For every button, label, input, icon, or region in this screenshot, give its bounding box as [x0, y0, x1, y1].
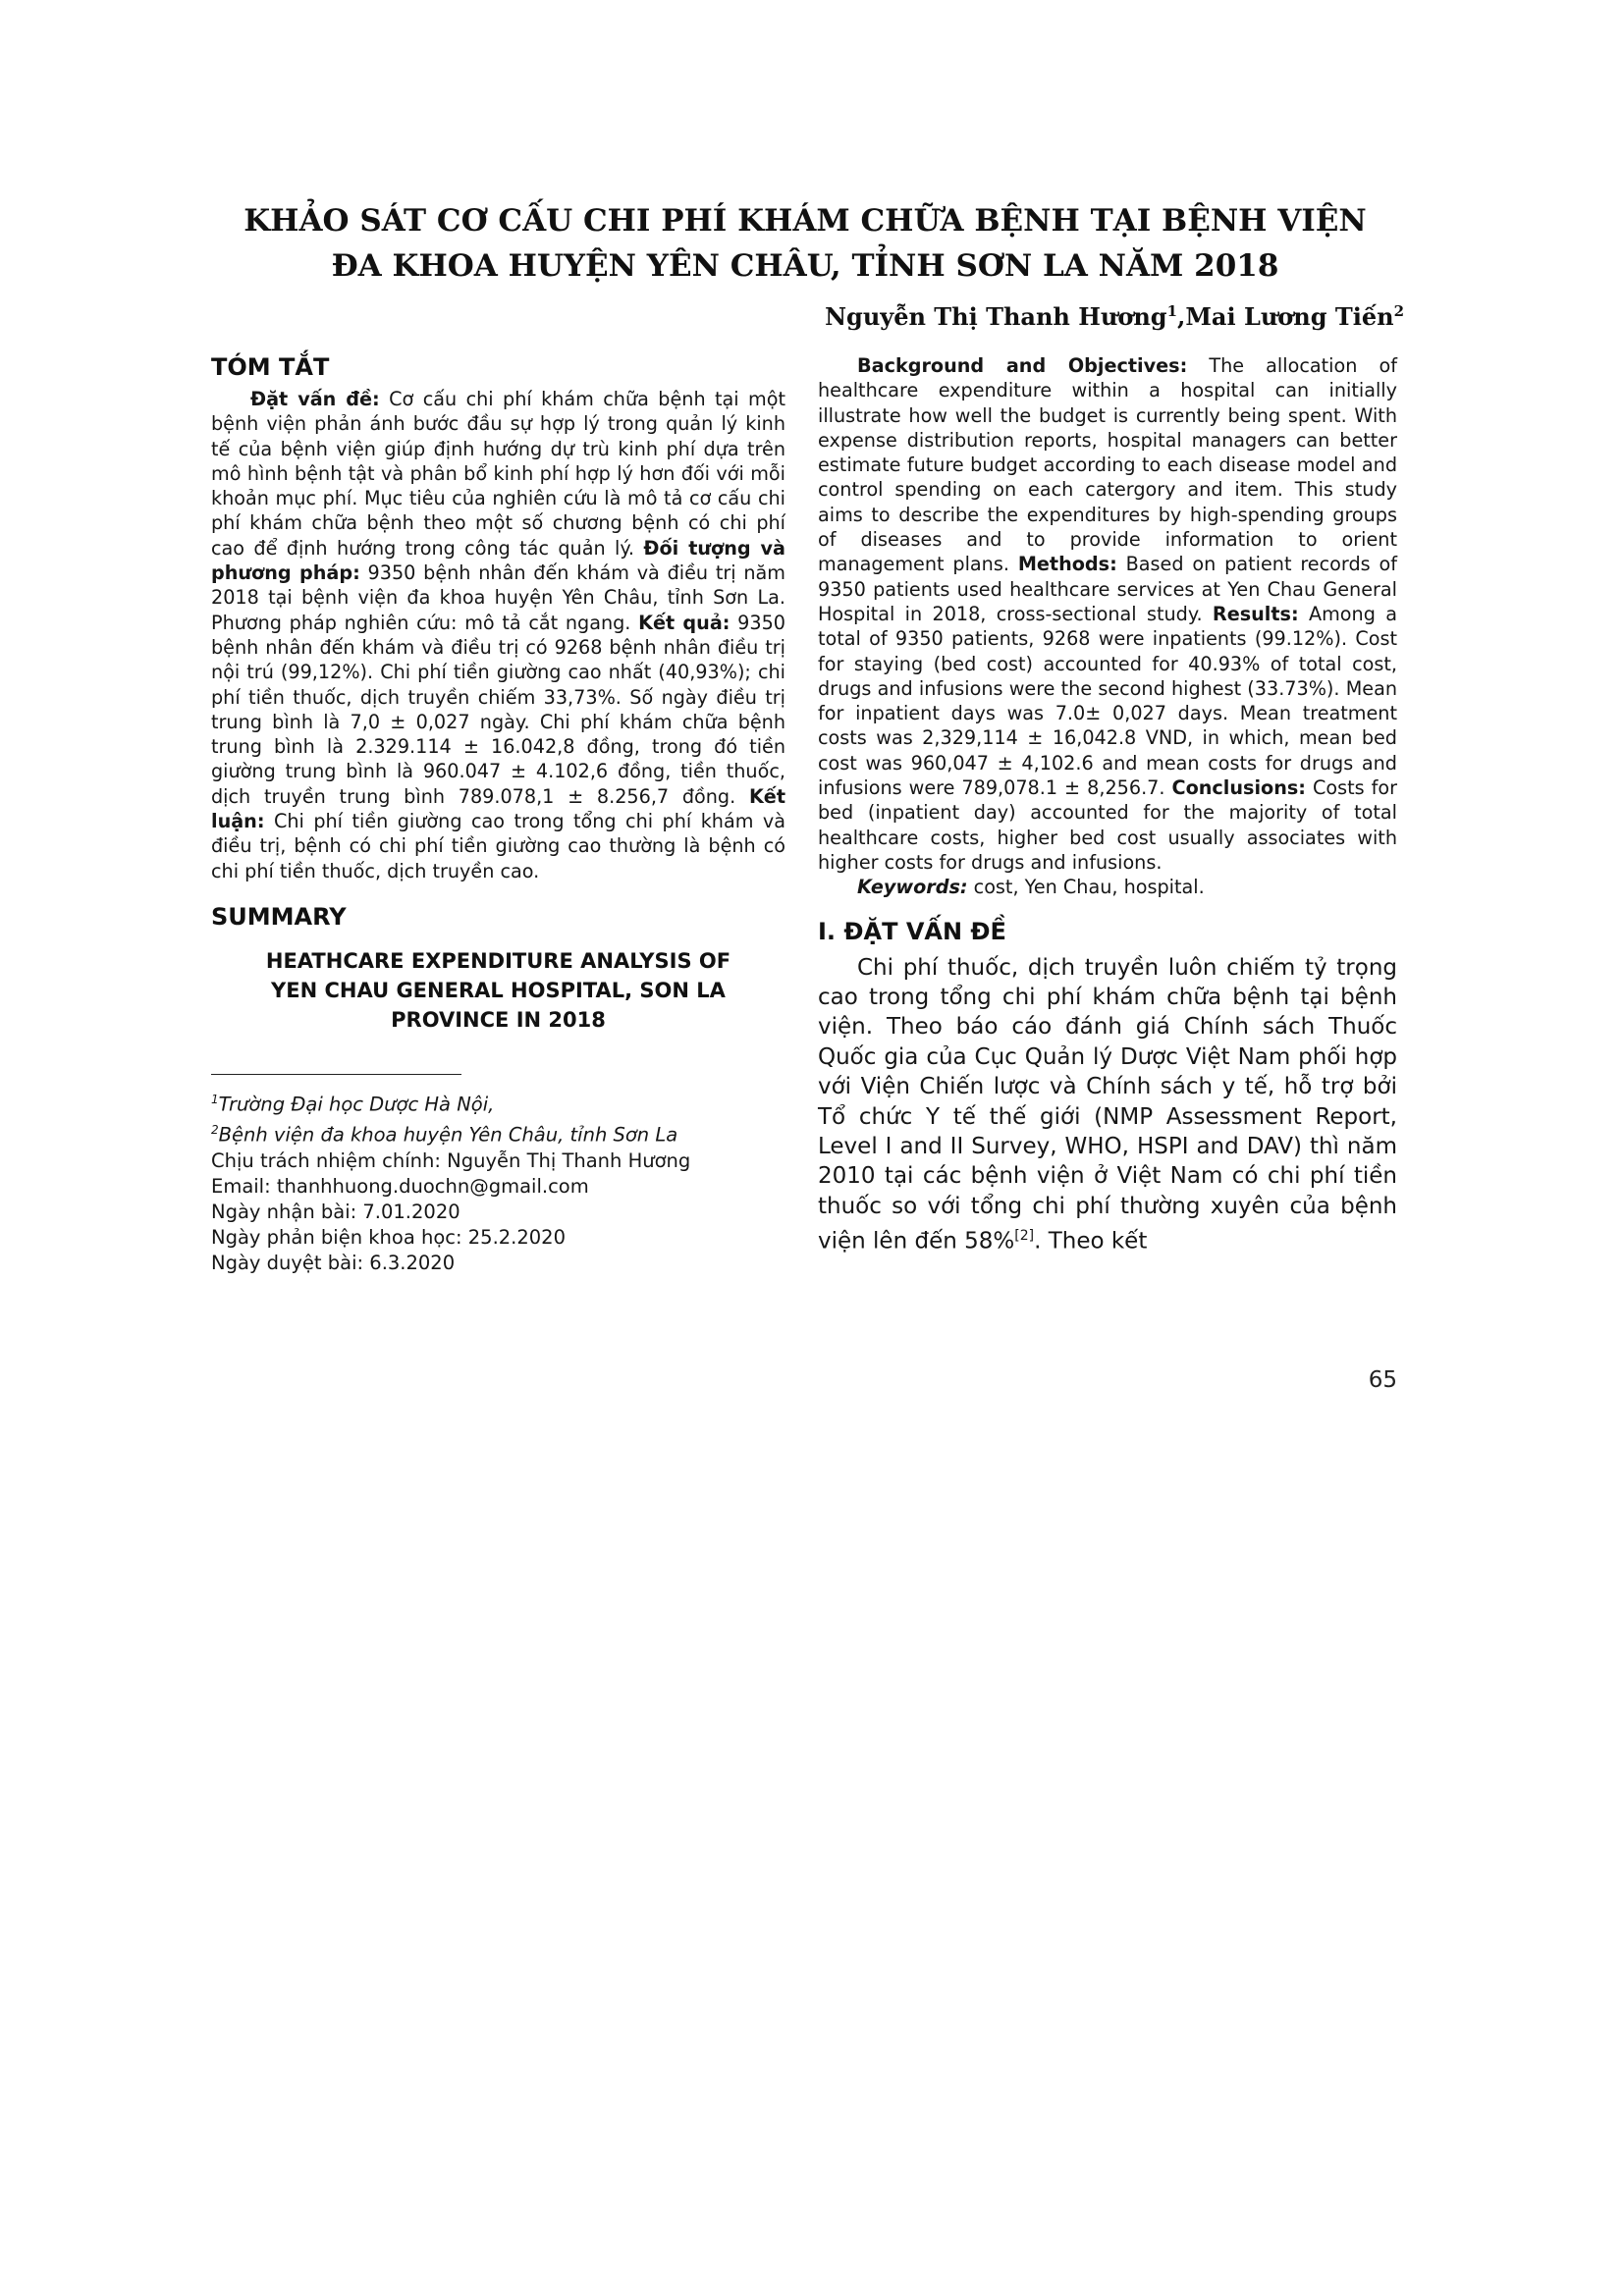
summary-heading: SUMMARY: [211, 902, 347, 931]
footnote-affiliation-1: [211, 1087, 785, 1118]
abstract-text-conclusions: Costs for bed (inpatient day) accounted for the majority of total healthcare costs, higher bed cost usually associates with higher costs for drugs and infusions.: [818, 776, 1397, 874]
abstract-label-ketqua: Kết quả:: [638, 611, 730, 634]
footnote-divider: [211, 1074, 461, 1075]
abstract-label-background: Background and Objectives:: [857, 354, 1188, 377]
article-title-line-2: ĐA KHOA HUYỆN YÊN CHÂU, TỈNH SƠN LA NĂM 2018: [331, 248, 1279, 284]
abstract-text-datvande: Cơ cấu chi phí khám chữa bệnh tại một bệnh viện phản ánh bước đầu sự hợp lý trong quản lý kinh tế của bệnh viện giúp định hướng dự trù kinh phí dựa trên mô hình bệnh tật và phân bổ kinh phí hợp lý hơn đối với mỗi khoản mục phí. Mục tiêu của nghiên cứu là mô tả cơ cấu chi phí khám chữa bệnh theo một số chương bệnh có chi phí cao để định hướng trong công tác quản lý.: [211, 388, 786, 560]
vietnamese-abstract: [211, 387, 785, 883]
left-column: [211, 353, 785, 1276]
footnote-responsible-author: Chịu trách nhiệm chính: Nguyễn Thị Thanh Hương: [211, 1148, 691, 1172]
abstract-label-doituong: Đối tượng và phương pháp:: [211, 536, 786, 585]
footnote-affiliation-2-text: Bệnh viện đa khoa huyện Yên Châu, tỉnh Sơn La: [218, 1123, 678, 1147]
section-1-paragraph: [818, 953, 1397, 1257]
keywords-line: [818, 875, 1397, 899]
tomtat-heading: TÓM TẮT: [211, 353, 330, 381]
summary-title-line-3: PROVINCE IN 2018: [391, 1007, 606, 1032]
author-separator: ,: [1177, 302, 1186, 331]
footnote-affiliation-2: [211, 1117, 785, 1148]
summary-title-line-1: HEATHCARE EXPENDITURE ANALYSIS OF: [265, 948, 731, 973]
abstract-text-doituong: 9350 bệnh nhân đến khám và điều trị năm 2018 tại bệnh viện đa khoa huyện Yên Châu, tỉnh Sơn La. Phương pháp nghiên cứu: mô tả cắt ngang.: [211, 561, 786, 634]
author-2-name: Mai Lương Tiến: [1185, 302, 1394, 331]
footnotes: [211, 1087, 785, 1276]
author-list: [687, 302, 1404, 331]
footnote-date-reviewed: Ngày phản biện khoa học: 25.2.2020: [211, 1225, 566, 1249]
abstract-text-results: Among a total of 9350 patients, 9268 were inpatients (99.12%). Cost for staying (bed cost) accounted for 40.93% of total cost, drugs and infusions were the second highest (33.73%). Mean for inpatient days was 7.0± 0,027 days. Mean treatment costs was 2,329,114 ± 16,042.8 VND, in which, mean bed cost was 960,047 ± 4,102.6 and mean costs for drugs and infusions were 789,078.1 ± 8,256.7.: [818, 602, 1397, 800]
section-1-paragraph-end: . Theo kết: [1034, 1228, 1148, 1255]
footnote-email: Email: thanhhuong.duochn@gmail.com: [211, 1174, 589, 1198]
footnote-affiliation-2-mark: 2: [211, 1123, 219, 1138]
page-number: 65: [1368, 1367, 1397, 1393]
section-1-paragraph-text: Chi phí thuốc, dịch truyền luôn chiếm tỷ trọng cao trong tổng chi phí khám chữa bệnh tại bệnh viện. Theo báo cáo đánh giá Chính sách Thuốc Quốc gia của Cục Quản lý Dược Việt Nam phối hợp với Viện Chiến lược và Chính sách y tế, hỗ trợ bởi Tổ chức Y tế thế giới (NMP Assessment Report, Level I and II Survey, WHO, HSPI and DAV) thì năm 2010 tại các bệnh viện ở Việt Nam có chi phí tiền thuốc so với tổng chi phí thường xuyên của bệnh viện lên đến 58%: [818, 954, 1397, 1255]
abstract-text-ketqua: 9350 bệnh nhân đến khám và điều trị có 9268 bệnh nhân điều trị nội trú (99,12%). Chi phí tiền giường cao nhất (40,93%); chi phí tiền thuốc, dịch truyền chiếm 33,73%. Số ngày điều trị trung bình là 7,0 ± 0,027 ngày. Chi phí khám chữa bệnh trung bình là 2.329.114 ± 16.042,8 đồng, trong đó tiền giường trung bình là 960.047 ± 4.102,6 đồng, tiền thuốc, dịch truyền trung bình 789.078,1 ± 8.256,7 đồng.: [211, 611, 785, 808]
abstract-text-methods: Based on patient records of 9350 patients used healthcare services at Yen Chau General Hospital in 2018, cross-sectional study.: [818, 553, 1397, 625]
footnote-date-received: Ngày nhận bài: 7.01.2020: [211, 1200, 460, 1223]
citation-ref: [2]: [1014, 1228, 1035, 1245]
footnote-date-approved: Ngày duyệt bài: 6.3.2020: [211, 1251, 456, 1274]
section-1-heading: I. ĐẶT VẤN ĐỀ: [818, 917, 1006, 945]
abstract-label-datvande: Đặt vấn đề:: [250, 388, 380, 410]
article-title-line-1: KHẢO SÁT CƠ CẤU CHI PHÍ KHÁM CHỮA BỆNH TẠI BỆNH VIỆN: [243, 203, 1367, 239]
author-2-affiliation-mark: 2: [1393, 302, 1404, 320]
abstract-text-ketluan: Chi phí tiền giường cao trong tổng chi phí khám và điều trị, bệnh có chi phí tiền giường cao thường là bệnh có chi phí tiền thuốc, dịch truyền cao.: [211, 810, 785, 882]
abstract-label-ketluan: Kết luận:: [211, 784, 785, 833]
keywords-label: Keywords:: [857, 876, 968, 899]
english-abstract: [818, 353, 1397, 875]
article-title: [206, 198, 1404, 289]
footnote-affiliation-1-text: Trường Đại học Dược Hà Nội,: [218, 1093, 495, 1116]
author-1-affiliation-mark: 1: [1166, 302, 1177, 320]
abstract-label-conclusions: Conclusions:: [1171, 776, 1306, 800]
footnote-affiliation-1-mark: 1: [211, 1092, 219, 1106]
abstract-label-methods: Methods:: [1017, 553, 1117, 576]
author-1-name: Nguyễn Thị Thanh Hương: [825, 302, 1167, 331]
abstract-text-background: The allocation of healthcare expenditure within a hospital can initially illustrate how well the budget is currently being spent. With expense distribution reports, hospital managers can better estimate future budget according to each disease model and control spending on each catergory and item. This study aims to describe the expenditures by high-spending groups of diseases and to provide information to orient management plans.: [818, 354, 1397, 576]
right-column: [818, 353, 1397, 1256]
keywords-text: cost, Yen Chau, hospital.: [967, 876, 1205, 899]
summary-title: [211, 946, 785, 1035]
abstract-label-results: Results:: [1212, 602, 1299, 625]
summary-title-line-2: YEN CHAU GENERAL HOSPITAL, SON LA: [271, 978, 726, 1002]
